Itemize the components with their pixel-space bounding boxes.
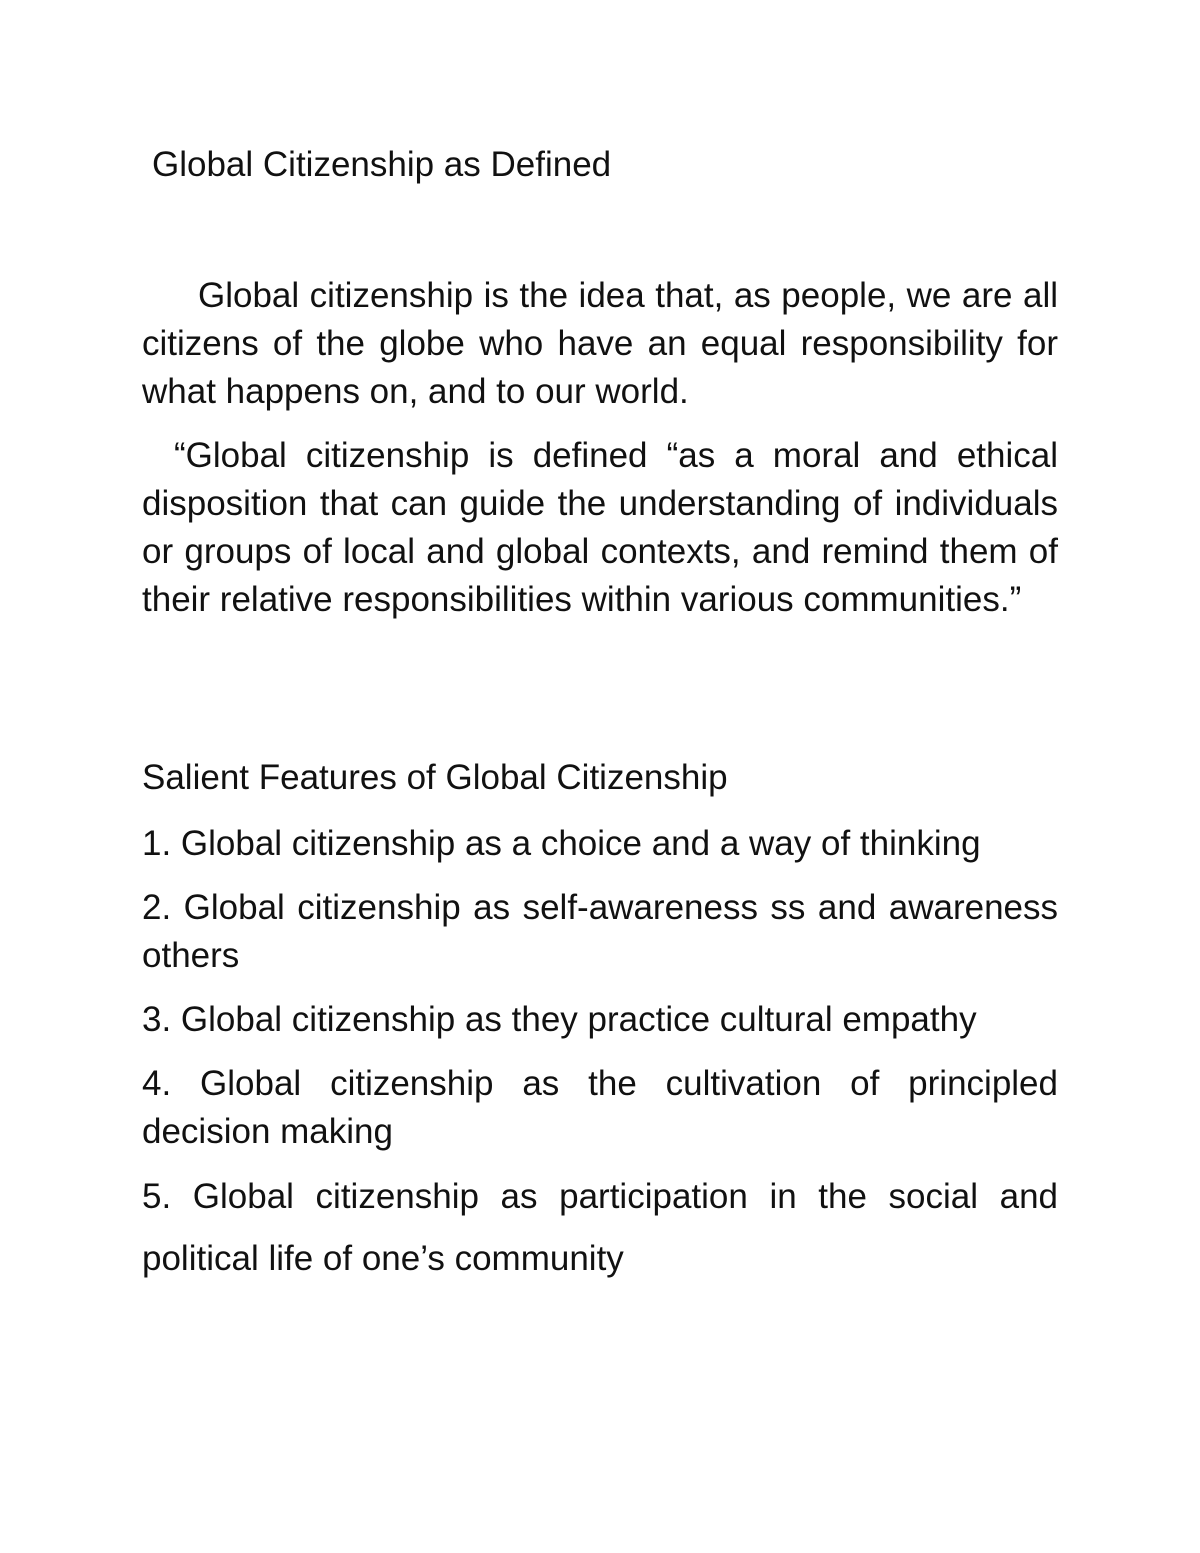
- feature-item-1: 1. Global citizenship as a choice and a way of thinking: [142, 824, 981, 863]
- quoted-definition-paragraph: “Global citizenship is defined “as a moral and ethical disposition that can guide the understanding of individuals or groups of local and global contexts, and remind them of their relative responsibilities within various communities.”: [142, 436, 1058, 619]
- feature-item-3: 3. Global citizenship as they practice cultural empathy: [142, 1000, 977, 1039]
- feature-item-4: 4. Global citizenship as the cultivation of principled decision making: [142, 1064, 1058, 1151]
- features-list: [142, 820, 1058, 1306]
- feature-item-2: 2. Global citizenship as self-awareness ss and awareness others: [142, 888, 1058, 975]
- document-title: Global Citizenship as Defined: [152, 145, 612, 184]
- definition-paragraph: Global citizenship is the idea that, as people, we are all citizens of the globe who have an equal responsibility for what happens on, and to our world.: [142, 276, 1058, 411]
- features-heading: Salient Features of Global Citizenship: [142, 758, 728, 797]
- feature-item-5: 5. Global citizenship as participation in the social and political life of one’s community: [142, 1177, 1058, 1278]
